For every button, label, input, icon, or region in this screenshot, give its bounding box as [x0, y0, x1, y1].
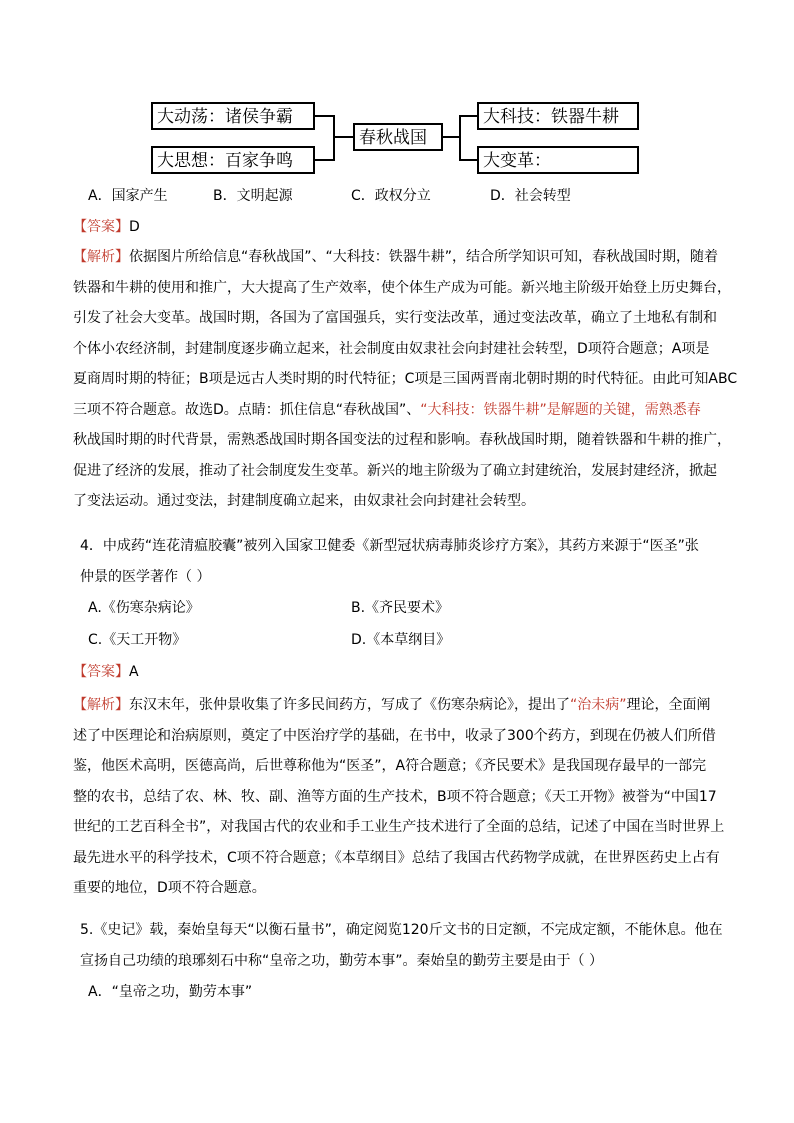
analysis-text: 理论，全面阐 [626, 697, 711, 713]
diagram-box-left-bottom: 大思想：百家争鸣 [151, 146, 315, 174]
q3-option-d: D．社会转型 [490, 188, 571, 204]
q4-analysis-line [73, 873, 725, 904]
q4-analysis-line [73, 812, 725, 843]
q4-option-c: C.《天工开物》 [88, 632, 187, 648]
connector-line [315, 115, 334, 117]
answer-label: 【答案】 [73, 664, 129, 680]
q4-option-b: B.《齐民要术》 [351, 600, 450, 616]
fill-blank [551, 155, 627, 174]
analysis-text: 促进了经济的发展，推动了社会制度发生变革。新兴的地主阶级为了确立封建统治，发展封建经济，掀起 [73, 462, 717, 479]
q3-analysis-line [73, 303, 725, 334]
q5-stem-line: 5.《史记》载，秦始皇每天“以衡石量书”，确定阅览120斤文书的日定额，不完成定额，不能休息。他在 [80, 922, 723, 938]
q4-analysis-line [73, 690, 725, 721]
connector-line [315, 159, 334, 161]
diagram-box-right-top: 大科技：铁器牛耕 [477, 102, 639, 130]
q3-analysis-line [73, 395, 725, 426]
connector-line [459, 159, 477, 161]
analysis-text: 引发了社会大变革。战国时期，各国为了富国强兵，实行变法改革，通过变法改革，确立了土地私有制和 [73, 310, 717, 326]
q4-analysis-line [73, 751, 725, 782]
analysis-text: 最先进水平的科学技术，C项不符合题意；《本草纲目》总结了我国古代药物学成就，在世界医药史上占有 [73, 849, 720, 866]
q5-option-a: A．“皇帝之功，勤劳本事” [88, 984, 253, 1000]
q3-option-a: A．国家产生 [88, 188, 168, 204]
analysis-text: “大科技：铁器牛耕”是解题的关键，需熟悉春 [420, 401, 701, 418]
q3-analysis-line [73, 486, 725, 517]
answer-value: A [129, 664, 139, 680]
diagram-right-bottom-label: 大变革： [483, 151, 551, 171]
analysis-text: 东汉末年，张仲景收集了许多民间药方，写成了《伤寒杂病论》，提出了 [129, 697, 570, 713]
analysis-text: 鉴，他医术高明，医德高尚，后世尊称他为“医圣”，A符合题意；《齐民要术》是我国现存最早的一部完 [73, 758, 707, 774]
analysis-text: 整的农书，总结了农、林、牧、副、渔等方面的生产技术，B项不符合题意；《天工开物》被誉为“中国17 [73, 788, 717, 805]
q4-analysis [73, 690, 725, 904]
connector-line [459, 115, 461, 161]
q3-analysis-line [73, 364, 738, 395]
connector-line [333, 136, 353, 138]
diagram-box-left-top: 大动荡：诸侯争霸 [151, 102, 315, 130]
analysis-text: 铁器和牛耕的使用和推广，大大提高了生产效率，使个体生产成为可能。新兴地主阶级开始登上历史舞台， [73, 279, 731, 296]
analysis-text: 三项不符合题意。故选D。点睛：抓住信息“春秋战国”、 [73, 401, 421, 418]
connector-line [459, 115, 477, 117]
analysis-text: 夏商周时期的特征；B项是远古人类时期的时代特征；C项是三国两晋南北朝时期的时代特征。由此可知ABC [73, 371, 738, 387]
q4-stem-line: 仲景的医学著作（ ） [80, 568, 211, 585]
q4-answer [73, 662, 139, 682]
q4-option-d: D.《本草纲目》 [351, 632, 451, 648]
diagram-box-right-bottom [477, 146, 639, 174]
q4-stem [80, 531, 732, 592]
analysis-text: “治未病” [570, 697, 627, 713]
q3-analysis-line [73, 242, 725, 273]
connector-line [443, 136, 460, 138]
q4-analysis-line [73, 843, 725, 874]
q3-option-c: C．政权分立 [351, 188, 431, 204]
q3-answer [73, 217, 140, 237]
diagram-box-center: 春秋战国 [353, 123, 443, 151]
analysis-label: 【解析】 [73, 697, 129, 713]
q3-option-b: B．文明起源 [213, 188, 293, 204]
analysis-text: 述了中医理论和治病原则，奠定了中医治疗学的基础，在书中，收录了300个药方，到现在仍被人们所借 [73, 727, 716, 744]
analysis-text: 了变法运动。通过变法，封建制度确立起来，由奴隶社会向封建社会转型。 [73, 493, 535, 509]
q3-analysis-line [73, 425, 731, 456]
q4-analysis-line [73, 782, 725, 813]
analysis-text: 个体小农经济制，封建制度逐步确立起来，社会制度由奴隶社会向封建社会转型，D项符合题意；A项是 [73, 340, 710, 357]
q5-stem [80, 915, 732, 976]
answer-value: D [129, 219, 140, 235]
q3-analysis-line [73, 334, 725, 365]
analysis-text: 秋战国时期的时代背景，需熟悉战国时期各国变法的过程和影响。春秋战国时期，随着铁器和牛耕的推广， [73, 432, 731, 448]
answer-label: 【答案】 [73, 219, 129, 235]
q4-analysis-line [73, 721, 725, 752]
q5-stem-line: 宣扬自己功绩的琅琊刻石中称“皇帝之功，勤劳本事”。秦始皇的勤劳主要是由于（ ） [80, 952, 603, 969]
analysis-text: 世纪的工艺百科全书”，对我国古代的农业和手工业生产技术进行了全面的总结，记述了中国在当时世界上 [73, 819, 725, 835]
q3-analysis [73, 242, 738, 517]
analysis-text: 重要的地位，D项不符合题意。 [73, 880, 266, 896]
analysis-label: 【解析】 [73, 249, 129, 265]
q4-stem-line: 4．中成药“连花清瘟胶囊”被列入国家卫健委《新型冠状病毒肺炎诊疗方案》，其药方来源于“医圣”张 [80, 538, 699, 554]
analysis-text: 依据图片所给信息“春秋战国”、“大科技：铁器牛耕”，结合所学知识可知，春秋战国时期，随着 [129, 249, 719, 265]
q4-option-a: A.《伤寒杂病论》 [88, 600, 200, 616]
connector-line [333, 115, 335, 161]
q3-analysis-line [73, 273, 731, 304]
q3-analysis-line [73, 456, 725, 487]
